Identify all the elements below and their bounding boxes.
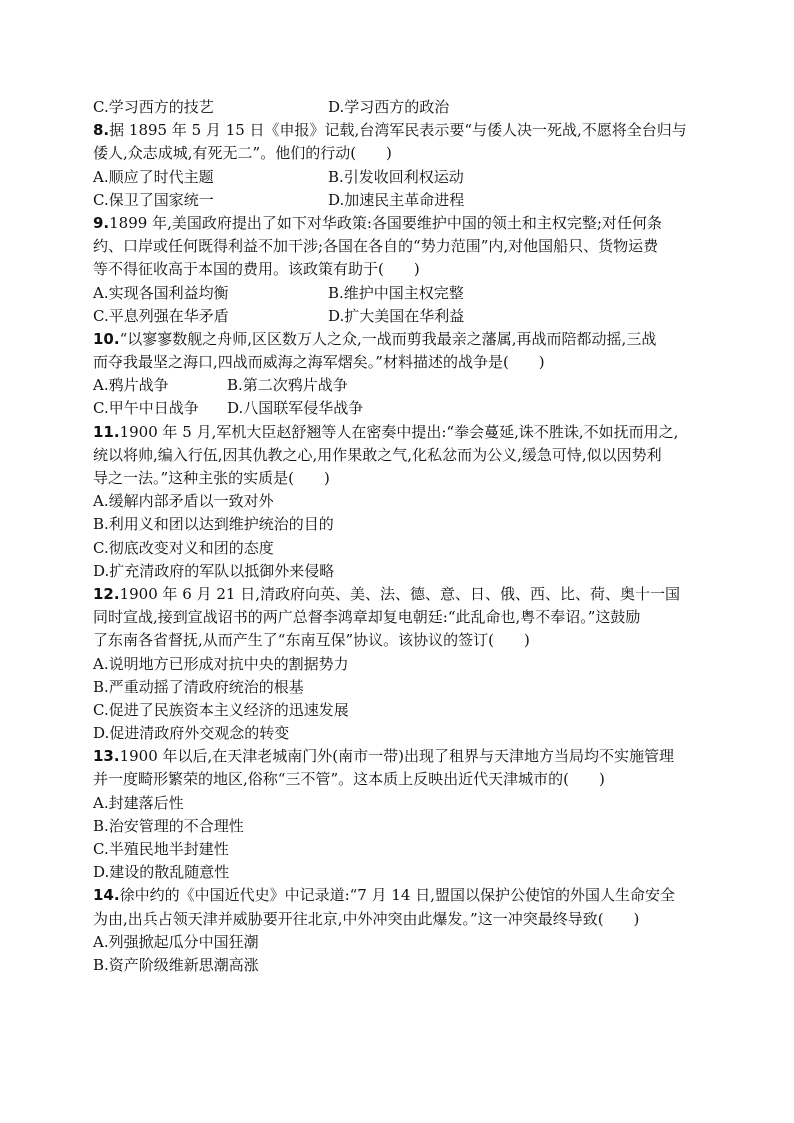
- q13-stem-line-2: 并一度畸形繁荣的地区,俗称“三不管”。这本质上反映出近代天津城市的( ): [93, 770, 605, 789]
- q10-option-a[interactable]: A.鸦片战争: [93, 376, 169, 395]
- q8-options-cd: [93, 189, 705, 212]
- q12-number: 12.: [93, 584, 120, 603]
- q8-option-c[interactable]: C.保卫了国家统一: [93, 190, 214, 209]
- q12-stem-line-2: 同时宣战,接到宣战诏书的两广总督李鸿章却复电朝廷:“此乱命也,粤不奉诏。”这鼓励: [93, 608, 641, 627]
- q7-option-d[interactable]: D.学习西方的政治: [328, 98, 450, 116]
- question-10: [93, 328, 705, 421]
- q13-stem-line-1: [93, 745, 705, 768]
- q9-stem-line-1: [93, 212, 705, 235]
- q10-stem-line-2: 而夺我最坚之海口,四战而威海之海军熠矣。”材料描述的战争是( ): [93, 353, 545, 372]
- q12-option-c[interactable]: C.促进了民族资本主义经济的迅速发展: [93, 700, 349, 719]
- exam-page: [93, 96, 705, 977]
- q13-text-1: 1900 年以后,在天津老城南门外(南市一带)出现了租界与天津地方当局均不实施管理: [119, 747, 674, 766]
- q13-option-b[interactable]: B.治安管理的不合理性: [93, 816, 244, 835]
- q8-option-a[interactable]: A.顺应了时代主题: [93, 167, 214, 186]
- q8-stem-line-1: [93, 119, 705, 142]
- q9-options-ab: [93, 282, 705, 305]
- q14-stem-line-1: [93, 884, 705, 907]
- question-8: [93, 119, 705, 212]
- q13-number: 13.: [93, 747, 120, 766]
- q10-options-ab: [93, 374, 705, 397]
- q9-text-1: 1899 年,美国政府提出了如下对华政策:各国要维护中国的领土和主权完整;对任何条: [109, 213, 662, 232]
- question-11: [93, 421, 705, 583]
- q14-text-1: 徐中约的《中国近代史》中记录道:“7 月 14 日,盟国以保护公使馆的外国人生命安全: [119, 886, 676, 905]
- q14-option-a[interactable]: A.列强掀起瓜分中国狂潮: [93, 932, 259, 951]
- q14-number: 14.: [93, 886, 120, 905]
- q8-stem-line-2: 倭人,众志成城,有死无二”。他们的行动( ): [93, 144, 392, 163]
- q9-option-c[interactable]: C.平息列强在华矛盾: [93, 306, 229, 325]
- q10-number: 10.: [93, 329, 120, 348]
- q12-text-1: 1900 年 6 月 21 日,清政府向英、美、法、德、意、日、俄、西、比、荷、奥十一国: [119, 584, 680, 603]
- q9-option-d[interactable]: D.扩大美国在华利益: [328, 306, 465, 325]
- q14-stem-line-2: 为由,出兵占领天津并威胁要开往北京,中外冲突由此爆发。”这一冲突最终导致( ): [93, 909, 640, 928]
- q9-stem-line-3: 等不得征收高于本国的费用。该政策有助于( ): [93, 260, 420, 279]
- q13-option-d[interactable]: D.建设的散乱随意性: [93, 863, 230, 882]
- q8-number: 8.: [93, 121, 110, 140]
- question-9: [93, 212, 705, 328]
- q12-stem-line-3: 了东南各省督抚,从而产生了“东南互保”协议。该协议的签订( ): [93, 631, 530, 650]
- q11-stem-line-2: 统以将帅,编入行伍,因其仇教之心,用作果敢之气,化私忿而为公义,缓急可恃,似以因势利: [93, 445, 662, 464]
- q9-stem-line-2: 约、口岸或任何既得利益不加干涉;各国在各自的“势力范围”内,对他国船只、货物运费: [93, 237, 659, 256]
- question-13: [93, 745, 705, 884]
- q8-option-b[interactable]: B.引发收回利权运动: [328, 167, 464, 186]
- question-14: [93, 884, 705, 977]
- q12-option-b[interactable]: B.严重动摇了清政府统治的根基: [93, 677, 304, 696]
- q11-text-1: 1900 年 5 月,军机大臣赵舒翘等人在密奏中提出:“拳会蔓延,诛不胜诛,不如抚而用之,: [119, 422, 679, 441]
- question-12: [93, 583, 705, 745]
- q9-options-cd: [93, 305, 705, 328]
- q10-option-d[interactable]: D.八国联军侵华战争: [227, 399, 364, 418]
- q12-option-d[interactable]: D.促进清政府外交观念的转变: [93, 724, 290, 743]
- q10-text-1: “以寥寥数舰之舟师,区区数万人之众,一战而剪我最亲之藩属,再战而陪都动摇,三战: [119, 329, 657, 348]
- q7-options-cd: [93, 96, 705, 119]
- q12-stem-line-1: [93, 583, 705, 606]
- q13-option-c[interactable]: C.半殖民地半封建性: [93, 840, 229, 858]
- q8-text-1: 据 1895 年 5 月 15 日《申报》记载,台湾军民表示要“与倭人决一死战,不愿将全台归与: [109, 121, 687, 140]
- q12-option-a[interactable]: A.说明地方已形成对抗中央的割据势力: [93, 654, 349, 673]
- q10-option-b[interactable]: B.第二次鸦片战争: [227, 376, 348, 395]
- q11-option-d[interactable]: D.扩充清政府的军队以抵御外来侵略: [93, 561, 335, 580]
- q14-option-b[interactable]: B.资产阶级维新思潮高涨: [93, 955, 259, 974]
- q10-stem-line-1: [93, 328, 705, 351]
- q9-option-a[interactable]: A.实现各国利益均衡: [93, 283, 229, 302]
- q11-number: 11.: [93, 422, 120, 441]
- q11-stem-line-1: [93, 421, 705, 444]
- q8-options-ab: [93, 166, 705, 189]
- q11-option-a[interactable]: A.缓解内部矛盾以一致对外: [93, 492, 274, 511]
- q7-option-c[interactable]: C.学习西方的技艺: [93, 98, 214, 116]
- q11-option-c[interactable]: C.彻底改变对义和团的态度: [93, 538, 274, 557]
- q9-option-b[interactable]: B.维护中国主权完整: [328, 283, 464, 302]
- q8-option-d[interactable]: D.加速民主革命进程: [328, 190, 465, 209]
- q13-option-a[interactable]: A.封建落后性: [93, 793, 184, 812]
- q11-stem-line-3: 导之一法。”这种主张的实质是( ): [93, 469, 330, 487]
- q9-number: 9.: [93, 213, 110, 232]
- q10-options-cd: [93, 397, 705, 420]
- q11-option-b[interactable]: B.利用义和团以达到维护统治的目的: [93, 515, 334, 534]
- q10-option-c[interactable]: C.甲午中日战争: [93, 399, 199, 418]
